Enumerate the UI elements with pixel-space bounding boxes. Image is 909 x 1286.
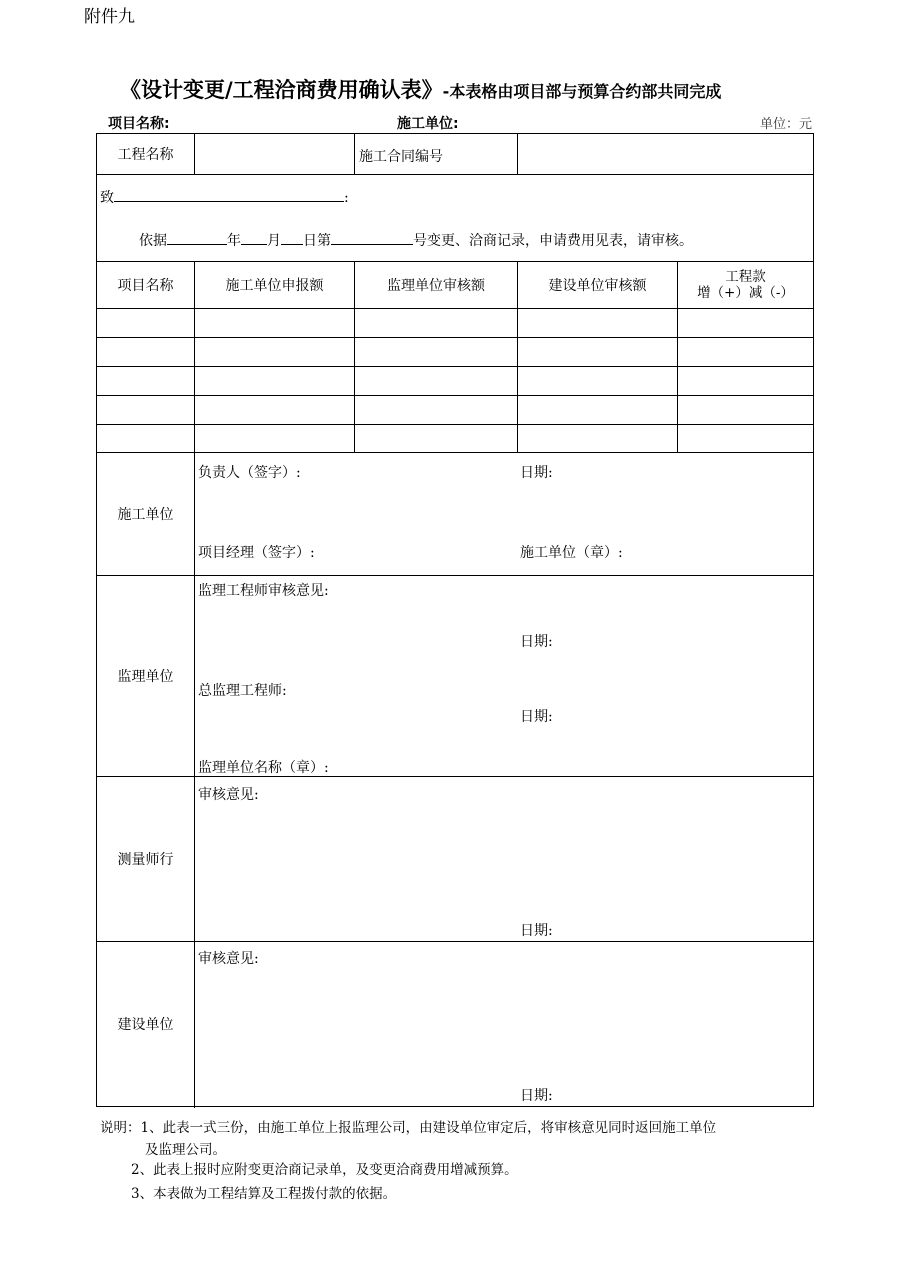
divider [97, 174, 813, 175]
owner-section-label: 建设单位 [117, 1017, 174, 1033]
divider [97, 395, 813, 396]
engineer-opinion: 监理工程师审核意见: [198, 583, 329, 599]
day-blank[interactable] [281, 230, 303, 245]
basis-month: 月 [267, 233, 281, 249]
attachment-label: 附件九 [84, 7, 135, 27]
contractor-label: 施工单位: [397, 116, 459, 132]
title-main: 《设计变更/工程洽商费用确认表》 [120, 78, 443, 102]
to-line [100, 187, 349, 207]
form-title [120, 74, 721, 104]
supervision-date-2: 日期: [520, 709, 553, 725]
divider [354, 134, 355, 174]
note-line-1-cont: 及监理公司。 [145, 1142, 226, 1158]
divider [97, 337, 813, 338]
basis-prefix: 依据 [139, 233, 167, 249]
divider [97, 941, 813, 942]
contractor-date: 日期: [520, 465, 553, 481]
col-header-project: 项目名称 [117, 277, 174, 294]
month-blank[interactable] [241, 230, 267, 245]
owner-opinion: 审核意见: [198, 951, 259, 967]
title-suffix: -本表格由项目部与预算合约部共同完成 [442, 82, 722, 101]
project-name-value[interactable] [195, 134, 354, 174]
col-header-owner-amount: 建设单位审核额 [548, 277, 647, 294]
divider [97, 424, 813, 425]
contractor-section-label: 施工单位 [117, 506, 174, 523]
pm-signature: 项目经理（签字）: [198, 545, 315, 561]
divider [97, 452, 813, 453]
col-header-supervision-amount: 监理单位审核额 [387, 277, 485, 294]
supervision-name-seal: 监理单位名称（章）: [198, 760, 329, 776]
contract-no-cell: 施工合同编号 [359, 149, 443, 165]
to-prefix: 致 [100, 190, 114, 206]
note-line-3: 3、本表做为工程结算及工程拨付款的依据。 [131, 1186, 397, 1202]
chief-engineer: 总监理工程师: [198, 683, 287, 699]
to-colon: : [344, 190, 349, 206]
col-header-payment-change [678, 261, 813, 308]
divider [97, 366, 813, 367]
col5-line1: 工程款 [725, 268, 766, 285]
project-name-cell: 工程名称 [117, 147, 174, 163]
basis-day-no: 日第 [303, 233, 331, 249]
contract-no-value[interactable] [518, 134, 813, 174]
year-blank[interactable] [167, 230, 227, 245]
contractor-seal: 施工单位（章）: [520, 545, 623, 561]
divider [194, 452, 195, 1108]
surveyor-date: 日期: [520, 923, 553, 939]
col-header-contractor-amount: 施工单位申报额 [225, 277, 324, 294]
supervision-section-label: 监理单位 [117, 669, 174, 685]
col5-line2: 增（+）减（-） [697, 284, 794, 301]
recipient-blank[interactable] [114, 187, 344, 202]
project-name-label: 项目名称: [108, 116, 170, 132]
supervision-date-1: 日期: [520, 634, 553, 650]
note-line-1: 说明：1、此表一式三份，由施工单位上报监理公司，由建设单位审定后，将审核意见同时返回施工单位 [100, 1120, 717, 1136]
unit-label: 单位：元 [759, 117, 812, 132]
change-no-blank[interactable] [331, 230, 413, 245]
divider [97, 575, 813, 576]
basis-suffix: 号变更、洽商记录，申请费用见表，请审核。 [413, 233, 693, 249]
divider [97, 308, 813, 309]
basis-line [139, 230, 693, 250]
basis-year: 年 [227, 233, 241, 249]
owner-date: 日期: [520, 1088, 553, 1104]
confirmation-form [96, 133, 814, 1107]
note-line-2: 2、此表上报时应附变更洽商记录单，及变更洽商费用增减预算。 [131, 1162, 518, 1178]
surveyor-opinion: 审核意见: [198, 787, 259, 803]
responsible-signature: 负责人（签字）: [198, 465, 301, 481]
surveyor-section-label: 测量师行 [117, 852, 174, 868]
